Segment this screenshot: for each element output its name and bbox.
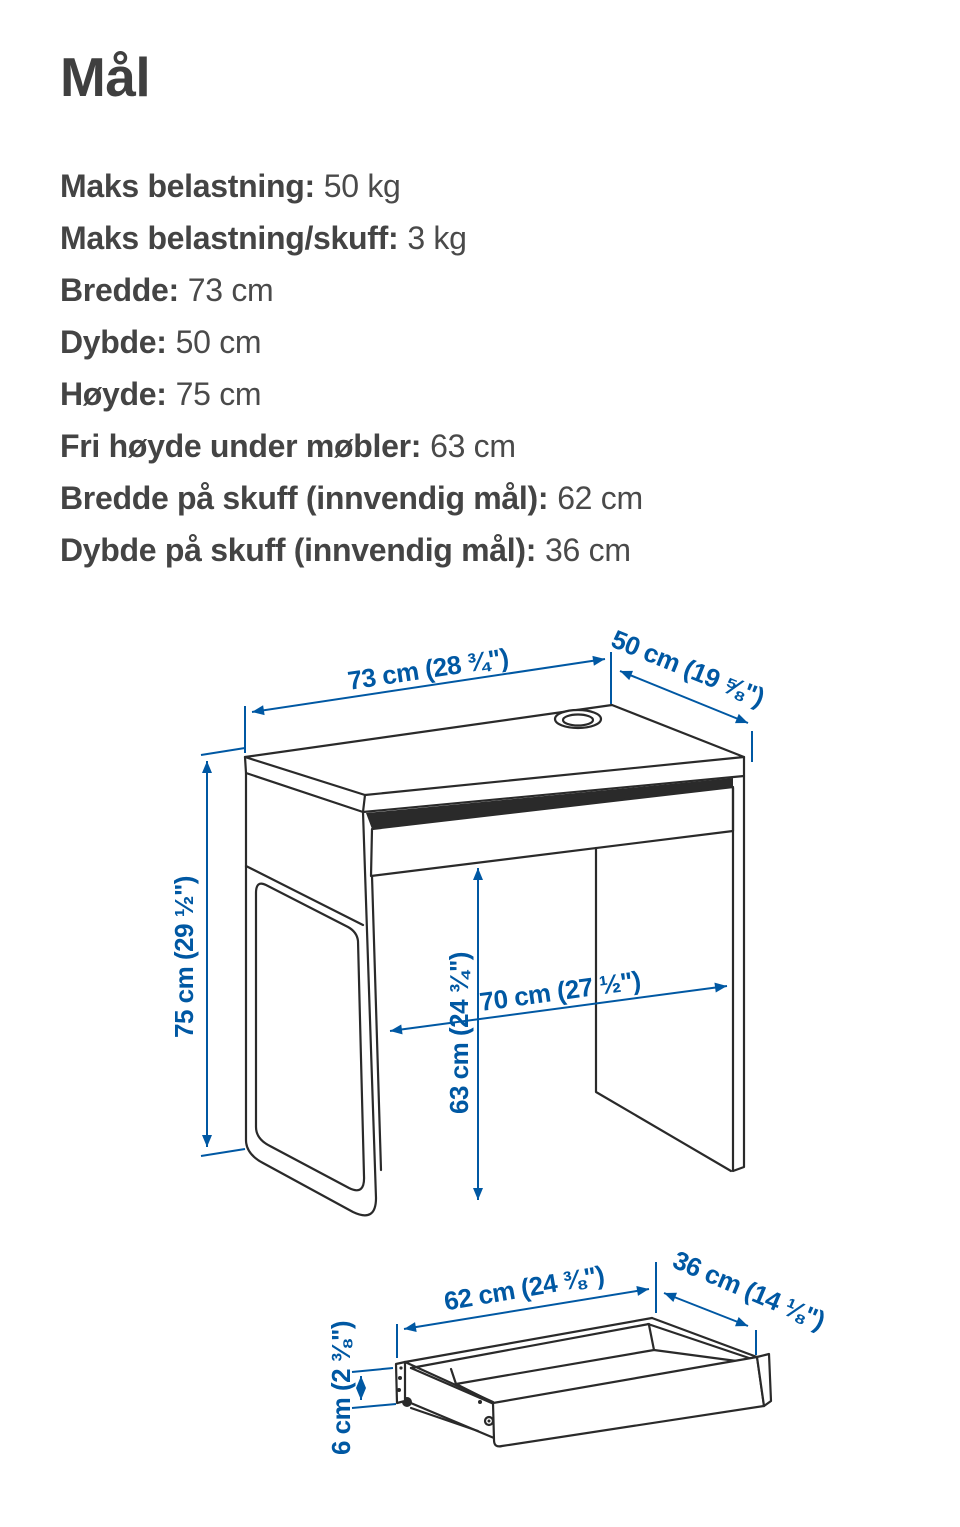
spec-value: 75 cm — [175, 376, 262, 412]
desk-top-surface — [245, 705, 744, 795]
desk-clearance-dimension — [444, 868, 478, 1200]
desk-depth-label: 50 cm (19 ⅝") — [607, 623, 769, 713]
desk-clearance-label: 63 cm (24 ¾") — [444, 952, 474, 1114]
screw-hole — [398, 1376, 402, 1380]
drawer-diagram — [396, 1318, 771, 1446]
drawer-height-dimension — [326, 1321, 396, 1455]
screw-hole — [397, 1388, 401, 1392]
spec-label: Høyde: — [60, 376, 167, 412]
desk-right-leg — [733, 776, 744, 1171]
spec-value: 3 kg — [407, 220, 467, 256]
spec-label: Bredde på skuff (innvendig mål): — [60, 480, 549, 516]
desk-dimensions — [169, 624, 769, 1200]
spec-value: 50 cm — [175, 324, 262, 360]
screw-hole — [399, 1366, 402, 1369]
desk-inner-panel — [596, 848, 731, 1171]
spec-value: 63 cm — [430, 428, 516, 464]
drawer-height-label: 6 cm (2 ⅜") — [326, 1321, 356, 1455]
spec-value: 62 cm — [557, 480, 643, 516]
spec-label: Dybde på skuff (innvendig mål): — [60, 532, 537, 568]
spec-value: 36 cm — [545, 532, 631, 568]
spec-label: Bredde: — [60, 272, 179, 308]
spec-label: Maks belastning: — [60, 168, 315, 204]
spec-value: 73 cm — [187, 272, 274, 308]
desk-inner-width-label: 70 cm (27 ½") — [477, 965, 643, 1017]
spec-label: Fri høyde under møbler: — [60, 428, 422, 464]
desk-width-label: 73 cm (28 ¾") — [345, 642, 511, 696]
desk-diagram — [245, 705, 744, 1215]
drawer-width-label: 62 cm (24 ⅜") — [441, 1259, 607, 1317]
spec-value: 50 kg — [323, 168, 401, 204]
spec-label: Maks belastning/skuff: — [60, 220, 399, 256]
cable-grommet-icon — [555, 710, 601, 728]
page-title: Mål — [60, 46, 151, 108]
screw-hole — [478, 1400, 482, 1404]
spec-label: Dybde: — [60, 324, 167, 360]
desk-inner-width-dimension — [390, 965, 727, 1031]
drawer-width-dimension — [397, 1260, 656, 1358]
desk-left-side-frame — [246, 773, 376, 1215]
desk-height-label: 75 cm (29 ½") — [169, 876, 199, 1038]
desk-height-dimension — [169, 748, 245, 1156]
drawer-depth-label: 36 cm (14 ⅛") — [668, 1244, 830, 1336]
desk-side-panel-inset — [256, 884, 364, 1191]
